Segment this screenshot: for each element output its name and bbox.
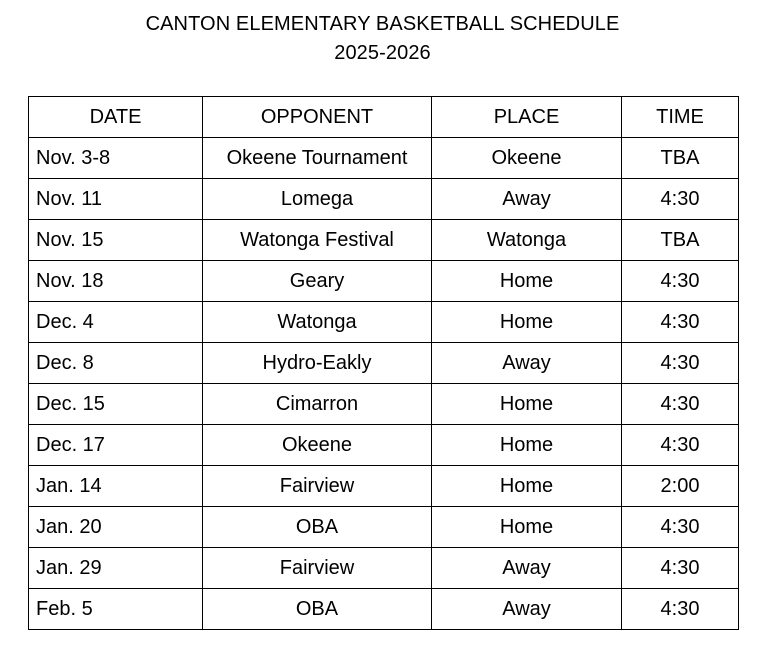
place-cell: Home	[432, 261, 622, 302]
opponent-cell: Lomega	[203, 179, 432, 220]
table-row	[29, 261, 739, 302]
document-title: CANTON ELEMENTARY BASKETBALL SCHEDULE	[145, 13, 620, 35]
table-row	[29, 507, 739, 548]
date-cell: Nov. 11	[29, 179, 203, 220]
table-row	[29, 425, 739, 466]
table-row	[29, 548, 739, 589]
date-cell: Dec. 15	[29, 384, 203, 425]
time-cell: 4:30	[622, 343, 739, 384]
date-cell: Nov. 3-8	[29, 138, 203, 179]
opponent-cell: Fairview	[203, 548, 432, 589]
column-header-opponent: OPPONENT	[203, 97, 432, 138]
date-cell: Dec. 4	[29, 302, 203, 343]
date-cell: Nov. 18	[29, 261, 203, 302]
opponent-cell: Hydro-Eakly	[203, 343, 432, 384]
time-cell: 4:30	[622, 589, 739, 630]
table-row	[29, 138, 739, 179]
table-row	[29, 589, 739, 630]
table-row	[29, 384, 739, 425]
time-cell: TBA	[622, 138, 739, 179]
document-header	[0, 10, 765, 68]
opponent-cell: Cimarron	[203, 384, 432, 425]
date-cell: Jan. 14	[29, 466, 203, 507]
date-cell: Jan. 20	[29, 507, 203, 548]
place-cell: Away	[432, 343, 622, 384]
time-cell: 4:30	[622, 548, 739, 589]
date-cell: Jan. 29	[29, 548, 203, 589]
opponent-cell: Okeene Tournament	[203, 138, 432, 179]
table-row	[29, 220, 739, 261]
column-header-time: TIME	[622, 97, 739, 138]
place-cell: Home	[432, 302, 622, 343]
date-cell: Feb. 5	[29, 589, 203, 630]
place-cell: Home	[432, 507, 622, 548]
season-label: 2025-2026	[334, 42, 431, 64]
place-cell: Home	[432, 425, 622, 466]
opponent-cell: Fairview	[203, 466, 432, 507]
schedule-body	[29, 138, 739, 630]
opponent-cell: Geary	[203, 261, 432, 302]
time-cell: 4:30	[622, 302, 739, 343]
place-cell: Away	[432, 589, 622, 630]
place-cell: Away	[432, 179, 622, 220]
schedule-table	[28, 96, 739, 630]
column-header-place: PLACE	[432, 97, 622, 138]
place-cell: Watonga	[432, 220, 622, 261]
time-cell: 2:00	[622, 466, 739, 507]
time-cell: 4:30	[622, 261, 739, 302]
place-cell: Away	[432, 548, 622, 589]
table-row	[29, 343, 739, 384]
header-row	[29, 97, 739, 138]
date-cell: Dec. 8	[29, 343, 203, 384]
opponent-cell: OBA	[203, 507, 432, 548]
table-row	[29, 466, 739, 507]
column-header-date: DATE	[29, 97, 203, 138]
opponent-cell: Watonga	[203, 302, 432, 343]
date-cell: Nov. 15	[29, 220, 203, 261]
place-cell: Home	[432, 384, 622, 425]
date-cell: Dec. 17	[29, 425, 203, 466]
time-cell: 4:30	[622, 507, 739, 548]
opponent-cell: OBA	[203, 589, 432, 630]
time-cell: 4:30	[622, 179, 739, 220]
time-cell: 4:30	[622, 425, 739, 466]
place-cell: Okeene	[432, 138, 622, 179]
opponent-cell: Okeene	[203, 425, 432, 466]
time-cell: TBA	[622, 220, 739, 261]
time-cell: 4:30	[622, 384, 739, 425]
table-row	[29, 302, 739, 343]
table-row	[29, 179, 739, 220]
opponent-cell: Watonga Festival	[203, 220, 432, 261]
place-cell: Home	[432, 466, 622, 507]
